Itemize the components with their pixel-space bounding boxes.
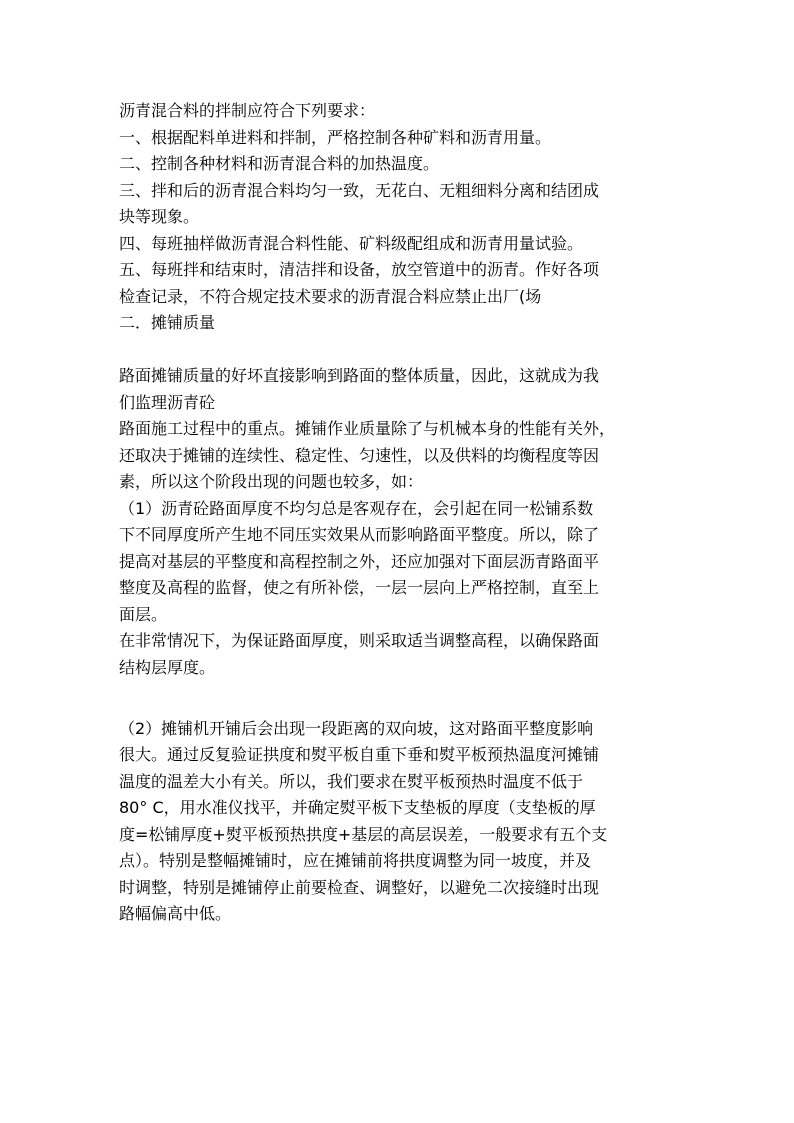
document-body <box>119 98 679 928</box>
point-1-line: 面层。 <box>119 604 168 624</box>
requirement-line: 五、每班拌和结束时，清洁拌和设备，放空管道中的沥青。作好各项 <box>119 260 600 279</box>
paragraph-line: 路面摊铺质量的好坏直接影响到路面的整体质量，因此，这就成为我 <box>119 366 600 385</box>
requirement-line: 块等现象。 <box>119 207 200 226</box>
point-1-line: 提高对基层的平整度和高程控制之外，还应加强对下面层沥青路面平 <box>119 551 600 571</box>
point-1-line: 下不同厚度所产生地不同压实效果从而影响路面平整度。所以，除了 <box>119 525 600 544</box>
paragraph-line: 们监理沥青砼 <box>119 392 216 412</box>
requirement-line: 三、拌和后的沥青混合料均匀一致，无花白、无粗细料分离和结团成 <box>119 180 600 200</box>
point-2-line: （2）摊铺机开铺后会出现一段距离的双向坡，这对路面平整度影响 <box>119 718 594 738</box>
point-2-line: 很大。通过反复验证拱度和熨平板自重下垂和熨平板预热温度河摊铺 <box>119 745 600 764</box>
point-2-line: 80° C，用水准仪找平，并确定熨平板下支垫板的厚度（支垫板的厚 <box>119 798 596 817</box>
paragraph-line: 还取决于摊铺的连续性、稳定性、匀速性，以及供料的均衡程度等因 <box>119 445 600 465</box>
point-1-line: 结构层厚度。 <box>119 657 216 677</box>
spacer <box>119 337 679 364</box>
paragraph-line: 路面施工过程中的重点。摊铺作业质量除了与机械本身的性能有关外， <box>119 419 616 438</box>
point-1-line: 在非常情况下，为保证路面厚度，则采取适当调整高程，以确保路面 <box>119 631 600 650</box>
point-1-line: 整度及高程的监督，使之有所补偿，一层一层向上严格控制，直至上 <box>119 578 600 597</box>
spacer <box>119 681 679 708</box>
point-2-line: 时调整，特别是摊铺停止前要检查、调整好，以避免二次接缝时出现 <box>119 877 600 897</box>
requirement-line: 二、控制各种材料和沥青混合料的加热温度。 <box>119 154 440 173</box>
requirement-line: 一、根据配料单进料和拌制，严格控制各种矿料和沥青用量。 <box>119 127 552 147</box>
requirement-line: 检查记录，不符合规定技术要求的沥青混合料应禁止出厂(场 <box>119 286 542 306</box>
point-2-line: 温度的温差大小有关。所以，我们要求在熨平板预热时温度不低于 <box>119 771 584 791</box>
point-2-line: 点）。特别是整幅摊铺时，应在摊铺前将拱度调整为同一坡度，并及 <box>119 851 592 870</box>
point-2-line: 路幅偏高中低。 <box>119 904 232 923</box>
paragraph-line: 素，所以这个阶段出现的问题也较多，如： <box>119 472 424 491</box>
point-2-line: 度=松铺厚度+熨平板预热拱度+基层的高层误差，一般要求有五个支 <box>119 824 608 844</box>
requirement-line: 四、每班抽样做沥青混合料性能、矿料级配组成和沥青用量试验。 <box>119 233 584 253</box>
mixing-requirements-intro: 沥青混合料的拌制应符合下列要求： <box>119 101 376 120</box>
point-1-line: （1）沥青砼路面厚度不均匀总是客观存在，会引起在同一松铺系数 <box>119 498 594 518</box>
section-heading-paving-quality: 二．摊铺质量 <box>119 313 216 332</box>
spacer <box>119 708 679 716</box>
